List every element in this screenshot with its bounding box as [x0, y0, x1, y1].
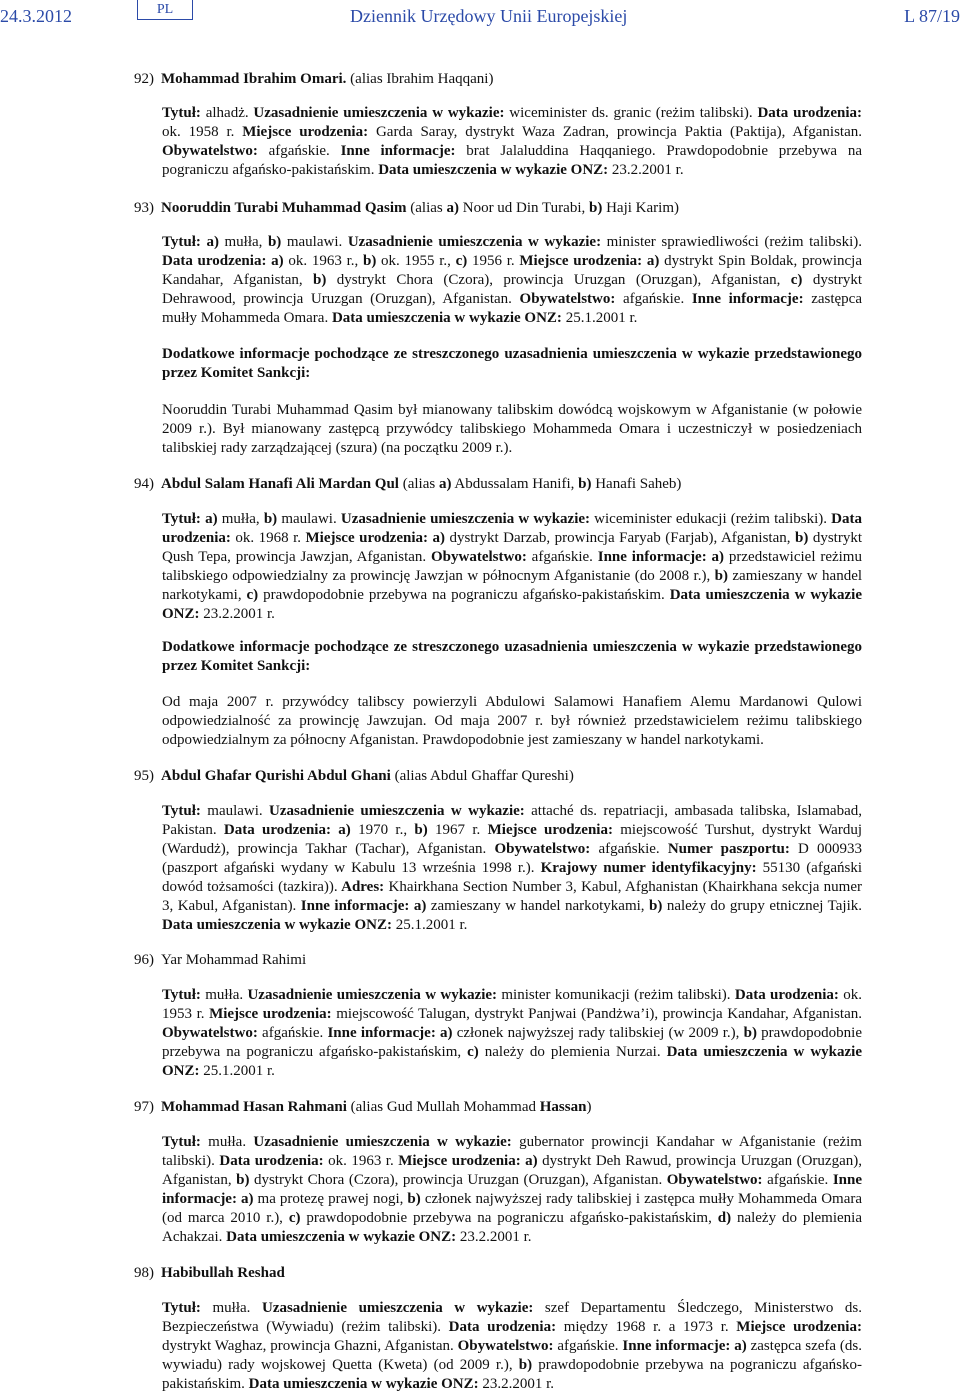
marker: b) — [790, 530, 809, 546]
label: Inne informacje: — [684, 291, 804, 307]
value: zastępca szefa (ds. wywiadu) rady wojskowej Quetta (Kweta) (od 2009 r.), — [162, 1338, 863, 1373]
entry-number: 97) — [134, 1099, 154, 1115]
alias-b: Haji Karim) — [602, 200, 679, 216]
marker: b) — [231, 1172, 250, 1188]
label: Data umieszczenia w wykazie ONZ: — [162, 1044, 863, 1079]
label: Obywatelstwo: — [453, 1338, 554, 1354]
label: Uzasadnienie umieszczenia w wykazie: — [246, 1134, 512, 1150]
alias-b: Hanafi Saheb) — [591, 476, 682, 492]
header-language-box: PL — [137, 0, 193, 20]
label: Miejsce urodzenia: — [301, 530, 428, 546]
label: Krajowy numer identyfikacyjny: — [534, 860, 757, 876]
marker: b) — [578, 476, 592, 492]
value: 1970 r., — [350, 822, 408, 838]
value: dystrykt Waghaz, prowincja Ghazni, Afganistan. — [162, 1338, 454, 1354]
entry-94-additional-heading: Dodatkowe informacje pochodzące ze streszczonego uzasadnienia umieszczenia w wykazie przedstawionego przez Komitet Sankcji: — [162, 639, 862, 674]
value: dystrykt Spin Boldak, prowincja Kandahar, Afganistan, — [162, 253, 862, 288]
alias-prefix: (alias — [410, 200, 443, 216]
entry-96-details — [162, 986, 862, 1081]
value: mułła, — [217, 511, 260, 527]
value: ok. 1963 r. — [323, 1153, 394, 1169]
entry-94-details — [162, 510, 862, 624]
value: członek najwyższej rady talibskiej i zastępca mułły Mohammeda Omara (od marca 2010 r.), — [162, 1191, 863, 1226]
label: Inne informacje: — [162, 1172, 862, 1207]
label: Tytuł: — [162, 987, 201, 1003]
entry-name: Mohammad Hasan Rahmani — [161, 1099, 347, 1115]
value: dystrykt Qush Tepa, prowincja Jawzjan, Afganistan. — [162, 530, 862, 565]
value: minister komunikacji (reżim talibski). — [497, 987, 731, 1003]
label: Uzasadnienie umieszczenia w wykazie: — [336, 511, 591, 527]
value: należy do plemienia Nurzai. — [478, 1044, 661, 1060]
label: Miejsce urodzenia: — [514, 253, 643, 269]
value: mułła. — [200, 1300, 251, 1316]
value: 23.2.2001 r. — [456, 1229, 532, 1245]
value: afgańskie. — [526, 549, 593, 565]
label: Uzasadnienie umieszczenia w wykazie: — [262, 803, 525, 819]
alias-bold: Hassan — [536, 1099, 587, 1115]
value: szef Departamentu Śledczego, Ministerstwo ds. Bezpieczeństwa (Wywiadu) (reżim talibski). — [162, 1300, 862, 1335]
marker: a) — [409, 898, 427, 914]
marker: b) — [644, 898, 663, 914]
value: ma protezę prawej nogi, — [253, 1191, 404, 1207]
entry-98-details — [162, 1299, 862, 1394]
value: dystrykt Deh Rawud, prowincja Uruzgan (Oruzgan), Afganistan, — [162, 1153, 862, 1188]
value: mułła, — [218, 234, 263, 250]
marker: c) — [461, 1044, 479, 1060]
marker: b) — [259, 511, 278, 527]
value: 25.1.2001 r. — [391, 917, 468, 933]
value: 25.1.2001 r. — [561, 310, 638, 326]
value: D 000933 (paszport afgański wydany w Kabulu 13 września 1998 r.). — [162, 841, 862, 876]
entry-name: Habibullah Reshad — [161, 1265, 285, 1281]
label: Data urodzenia: — [730, 987, 839, 1003]
value: ok. 1953 r. — [162, 987, 862, 1022]
label: Data umieszczenia w wykazie ONZ: — [328, 310, 562, 326]
value: Khairkhana Section Number 3, Kabul, Afghanistan (Khairkhana sekcja numer 3, Kabul, Afganistan). — [162, 879, 862, 914]
entry-alias: (alias Abdul Ghaffar Qureshi) — [394, 768, 574, 784]
value: prawdopodobnie przebywa na pograniczu afgańsko-pakistańskim, — [162, 1025, 862, 1060]
entry-93-details — [162, 233, 862, 328]
label: Adres: — [337, 879, 385, 895]
marker: c) — [282, 1210, 301, 1226]
entry-number: 93) — [134, 200, 154, 216]
marker: a) — [266, 253, 284, 269]
entry-number: 98) — [134, 1265, 154, 1281]
entry-95-title — [134, 767, 894, 785]
label: Miejsce urodzenia: — [204, 1006, 332, 1022]
marker: a) — [428, 530, 445, 546]
entry-name: Nooruddin Turabi Muhammad Qasim — [161, 200, 407, 216]
label: Uzasadnienie umieszczenia w wykazie: — [250, 1300, 534, 1316]
entry-number: 95) — [134, 768, 154, 784]
label: Data umieszczenia w wykazie ONZ: — [162, 587, 862, 622]
value: zastępca mułły Mohammeda Omara. — [162, 291, 862, 326]
value: 1967 r. — [427, 822, 481, 838]
value: 25.1.2001 r. — [199, 1063, 275, 1079]
label: Tytuł: — [162, 1134, 201, 1150]
marker: b) — [512, 1357, 533, 1373]
marker: b) — [403, 1191, 421, 1207]
label: Numer paszportu: — [659, 841, 790, 857]
label: Uzasadnienie umieszczenia w wykazie: — [243, 987, 498, 1003]
value: minister sprawiedliwości (reżim talibski). — [601, 234, 862, 250]
label: Inne informacje: — [329, 143, 456, 159]
marker: a) — [706, 549, 725, 565]
marker: c) — [780, 272, 803, 288]
label: Obywatelstwo: — [511, 291, 616, 307]
value: miejscowość Talugan, dystrykt Panjwai (Pandżwa’i), prowincja Kandahar, Afganistan. — [331, 1006, 862, 1022]
value: afgańskie. — [257, 1025, 324, 1041]
entry-97-title — [134, 1098, 894, 1116]
entry-92-details — [162, 104, 862, 180]
value: afgańskie. — [615, 291, 685, 307]
entry-96-title — [134, 951, 894, 969]
entry-98-title — [134, 1264, 894, 1282]
marker: a) — [330, 822, 351, 838]
label: Data umieszczenia w wykazie ONZ: — [162, 917, 392, 933]
marker: a) — [435, 1025, 453, 1041]
entry-93-title — [134, 199, 894, 217]
label: Data umieszczenia w wykazie ONZ: — [222, 1229, 457, 1245]
value: prawdopodobnie przebywa na pograniczu afgańsko-pakistańskim. — [258, 587, 665, 603]
entry-number: 96) — [134, 952, 154, 968]
label: Tytuł: — [162, 803, 201, 819]
value: afgańskie. — [762, 1172, 829, 1188]
entry-94-title — [134, 475, 894, 493]
value: wiceminister edukacji (reżim talibski). — [590, 511, 827, 527]
label: Miejsce urodzenia: — [393, 1153, 521, 1169]
marker: b) — [358, 253, 377, 269]
value: afgańskie. — [257, 143, 330, 159]
value: zamieszany w handel narkotykami, — [162, 568, 863, 603]
entry-number: 94) — [134, 476, 154, 492]
label: Data umieszczenia w wykazie ONZ: — [374, 162, 609, 178]
value: należy do plemienia Achakzai. — [162, 1210, 862, 1245]
label: Uzasadnienie umieszczenia w wykazie: — [342, 234, 602, 250]
value: miejscowość Turshut, dystrykt Warduj (Wardudż), prowincja Takhar (Tachar), Afganistan. — [162, 822, 862, 857]
value: dystrykt Darzab, prowincja Faryab (Farjab), Afganistan, — [444, 530, 791, 546]
value: ok. 1963 r., — [283, 253, 359, 269]
alias-a: Abdussalam Hanifi, — [451, 476, 575, 492]
value: wiceminister ds. granic (reżim talibski). — [504, 105, 753, 121]
alias-prefix: (alias Gud Mullah Mohammad — [350, 1099, 536, 1115]
marker: c) — [241, 587, 259, 603]
entry-alias: (alias Ibrahim Haqqani) — [350, 71, 494, 87]
entry-93-additional-heading: Dodatkowe informacje pochodzące ze streszczonego uzasadnienia umieszczenia w wykazie przedstawionego przez Komitet Sankcji: — [162, 346, 862, 381]
marker: a) — [642, 253, 660, 269]
value: mułła. — [200, 987, 244, 1003]
label: Inne informacje: — [296, 898, 410, 914]
label: Miejsce urodzenia: — [234, 124, 369, 140]
value: zamieszany w handel narkotykami, — [426, 898, 645, 914]
label: Obywatelstwo: — [486, 841, 591, 857]
value: ok. 1968 r. — [230, 530, 302, 546]
label: Miejsce urodzenia: — [480, 822, 613, 838]
entry-95-details — [162, 802, 862, 935]
marker: a) — [730, 1338, 747, 1354]
value: przedstawiciel reżimu talibskiego odpowiedzialny za prowincję Jawzjan w północnym Afganistanie (do 2008 r.), — [162, 549, 862, 584]
entry-name: Abdul Ghafar Qurishi Abdul Ghani — [161, 768, 391, 784]
value: attaché ds. repatriacji, ambasada talibska, Islamabad, Pakistan. — [162, 803, 862, 838]
value: maulawi. — [277, 511, 337, 527]
value: należy do grupy etnicznej Tajik. — [662, 898, 863, 914]
label: Data urodzenia: — [441, 1319, 557, 1335]
entry-92-title — [134, 70, 894, 88]
marker: a) — [446, 200, 459, 216]
value: brat Jalaluddina Haqqaniego. Prawdopodobnie przebywa na pograniczu afgańsko-pakistańskim. — [162, 143, 862, 178]
label: Tytuł: — [162, 511, 201, 527]
entry-name: Abdul Salam Hanafi Ali Mardan Qul — [161, 476, 399, 492]
marker: a) — [200, 511, 218, 527]
value: 23.2.2001 r. — [608, 162, 684, 178]
entry-93-additional-text: Nooruddin Turabi Muhammad Qasim był mianowany talibskim dowódcą wojskowym w Afganistanie (w połowie 2009 r.). Był mianowany zastępcą przywódcy talibskiego Mohammeda Omara i uczestniczył w posiedzeniach talibskiej rady zarządzającej (szura) (na początku 2009 r.). — [162, 402, 862, 456]
entry-number: 92) — [134, 71, 154, 87]
marker: a) — [236, 1191, 254, 1207]
value: afgańskie. — [590, 841, 660, 857]
label: Uzasadnienie umieszczenia w wykazie: — [248, 105, 505, 121]
value: między 1968 r. a 1973 r. — [556, 1319, 729, 1335]
label: Data urodzenia: — [216, 822, 331, 838]
value: maulawi. — [200, 803, 263, 819]
alias-suffix: ) — [586, 1099, 592, 1115]
value: ok. 1958 r. — [162, 124, 235, 140]
header-page-number: L 87/19 — [904, 6, 960, 26]
label: Tytuł: — [162, 234, 201, 250]
entry-97-details — [162, 1133, 862, 1247]
marker: b) — [262, 234, 282, 250]
marker: b) — [589, 200, 603, 216]
marker: a) — [438, 476, 452, 492]
value: maulawi. — [281, 234, 343, 250]
value: prawdopodobnie przebywa na pograniczu afgańsko-pakistańskim, — [300, 1210, 712, 1226]
marker: a) — [200, 234, 219, 250]
label: Data umieszczenia w wykazie ONZ: — [244, 1376, 479, 1392]
header-journal-title: Dziennik Urzędowy Unii Europejskiej — [350, 6, 628, 26]
value: Garda Saray, dystrykt Waza Zadran, prowincja Paktia (Paktija), Afganistan. — [368, 124, 862, 140]
label: Obywatelstwo: — [162, 1025, 258, 1041]
marker: c) — [450, 253, 468, 269]
value: dystrykt Dehrawood, prowincja Uruzgan (Oruzgan), Afganistan. — [162, 272, 862, 307]
label: Obywatelstwo: — [162, 143, 258, 159]
entry-name: Mohammad Ibrahim Omari. — [161, 71, 347, 87]
value: gubernator prowincji Kandahar w Afganistanie (reżim talibski). — [162, 1134, 862, 1169]
value: 55130 (afgański dowód tożsamości (tazkira)). — [162, 860, 862, 895]
label: Data urodzenia: — [752, 105, 862, 121]
value: alhadż. — [200, 105, 249, 121]
marker: b) — [407, 822, 428, 838]
value: 23.2.2001 r. — [199, 606, 275, 622]
marker: b) — [302, 272, 327, 288]
value: afgańskie. — [553, 1338, 619, 1354]
label: Data urodzenia: — [162, 253, 267, 269]
marker: d) — [711, 1210, 732, 1226]
alias-prefix: (alias — [402, 476, 436, 492]
label: Inne informacje: — [592, 549, 707, 565]
alias-a: Noor ud Din Turabi, — [458, 200, 586, 216]
value: mułła. — [200, 1134, 247, 1150]
value: członek najwyższej rady talibskiej (w 2009 r.), — [452, 1025, 740, 1041]
header-date: 24.3.2012 — [0, 6, 72, 26]
label: Obywatelstwo: — [426, 549, 527, 565]
value: prawdopodobnie przebywa na pograniczu afgańsko-pakistańskim. — [162, 1357, 862, 1392]
label: Tytuł: — [162, 1300, 201, 1316]
label: Data urodzenia: — [162, 511, 862, 546]
value: dystrykt Chora (Czora), prowincja Uruzgan (Oruzgan), Afganistan. — [249, 1172, 663, 1188]
marker: a) — [520, 1153, 538, 1169]
value: 1956 r. — [467, 253, 515, 269]
entry-name: Yar Mohammad Rahimi — [161, 952, 307, 968]
value: dystrykt Chora (Czora), prowincja Uruzgan (Oruzgan), Afganistan, — [326, 272, 781, 288]
marker: b) — [739, 1025, 757, 1041]
label: Data urodzenia: — [214, 1153, 324, 1169]
label: Inne informacje: — [323, 1025, 436, 1041]
value: ok. 1955 r., — [376, 253, 451, 269]
label: Tytuł: — [162, 105, 201, 121]
label: Inne informacje: — [618, 1338, 731, 1354]
marker: b) — [710, 568, 728, 584]
label: Miejsce urodzenia: — [728, 1319, 862, 1335]
label: Obywatelstwo: — [662, 1172, 763, 1188]
value: 23.2.2001 r. — [478, 1376, 555, 1392]
entry-94-additional-text: Od maja 2007 r. przywódcy talibscy powierzyli Abdulowi Salamowi Hanafiem Alemu Mardanowi Qulowi odpowiedzialność za prowincję Jawzujan. Od maja 2007 r. był również przedstawicielem reżimu talibskiego odpowiedzialnym za północny Afganistan. Prawdopodobnie jest zamieszany w handel narkotykami. — [162, 694, 862, 748]
